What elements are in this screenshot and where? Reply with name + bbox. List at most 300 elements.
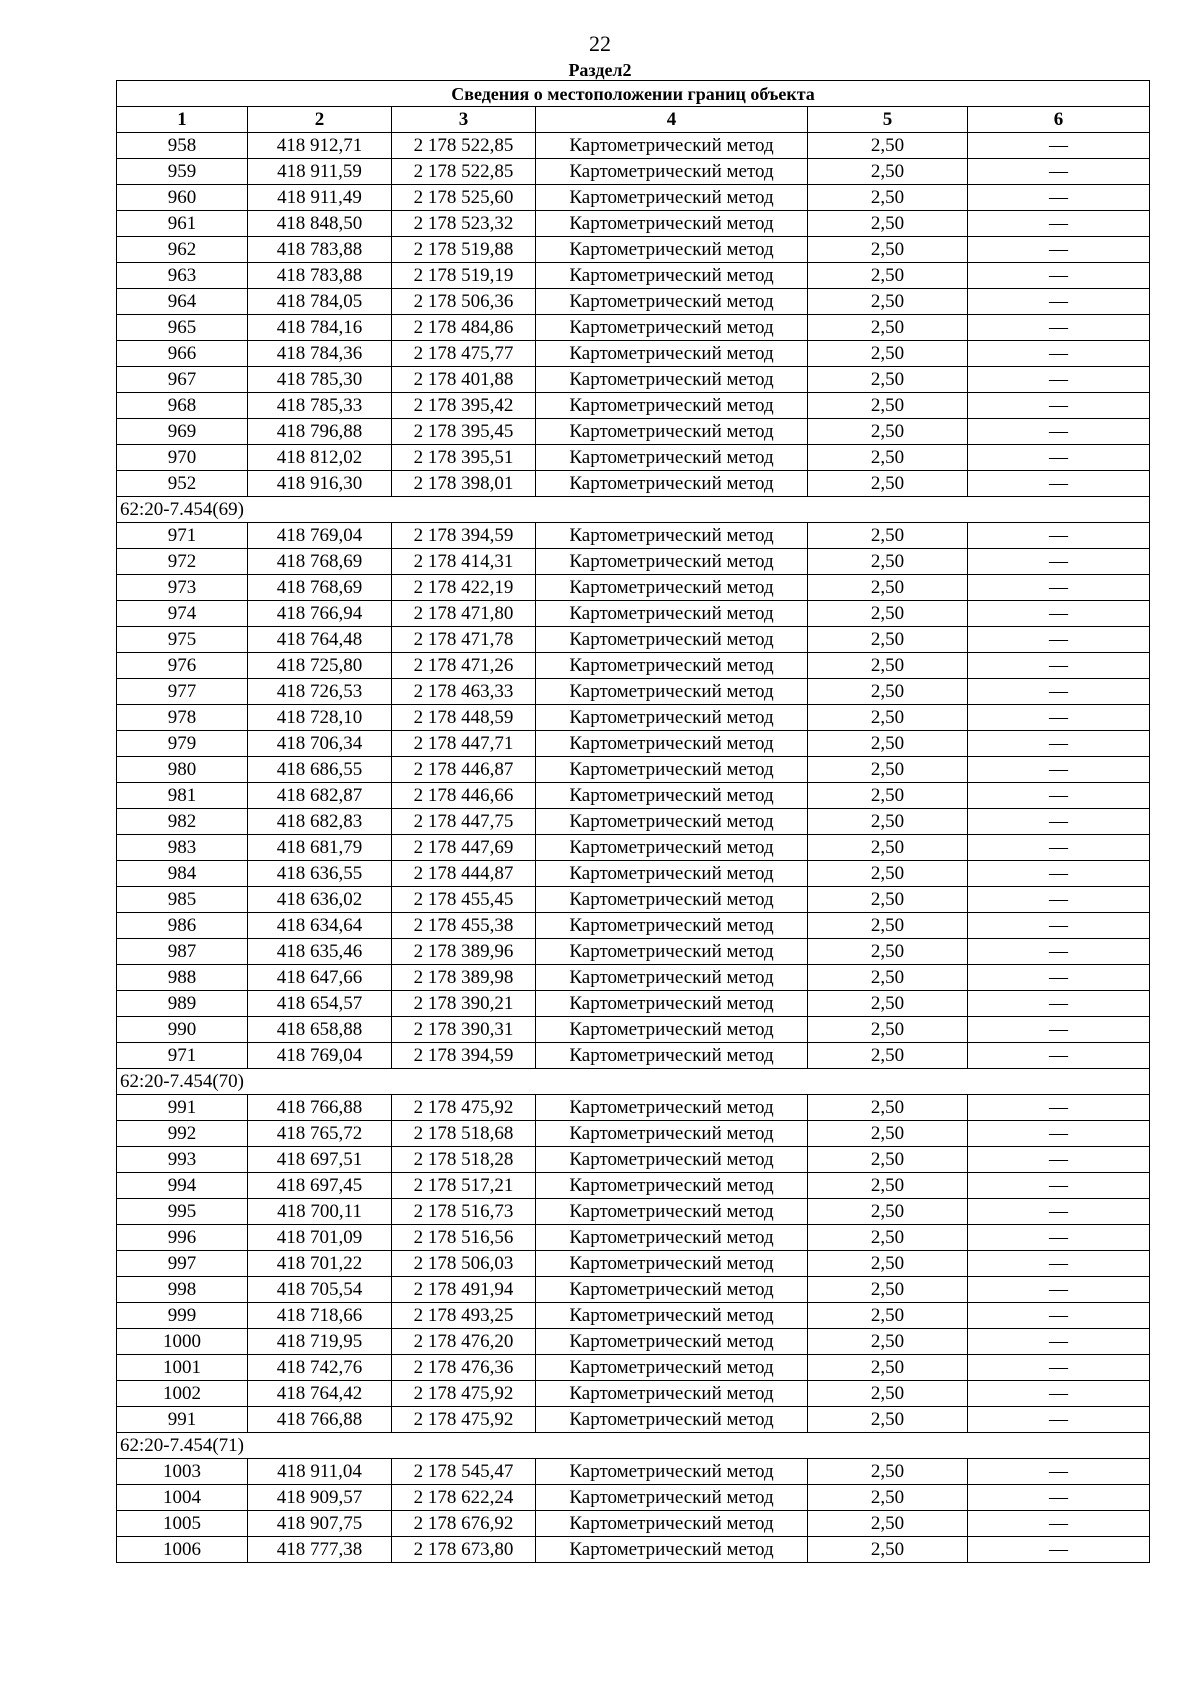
accuracy-cell: 2,50	[808, 445, 968, 471]
y-coordinate-cell: 2 178 471,26	[392, 653, 536, 679]
point-number-cell: 986	[117, 913, 248, 939]
table-caption-row	[117, 81, 1150, 107]
description-cell: —	[968, 809, 1150, 835]
table-row	[117, 1173, 1150, 1199]
description-cell: —	[968, 1147, 1150, 1173]
method-cell: Картометрический метод	[536, 419, 808, 445]
x-coordinate-cell: 418 785,30	[248, 367, 392, 393]
accuracy-cell: 2,50	[808, 523, 968, 549]
method-cell: Картометрический метод	[536, 237, 808, 263]
accuracy-cell: 2,50	[808, 315, 968, 341]
accuracy-cell: 2,50	[808, 757, 968, 783]
accuracy-cell: 2,50	[808, 341, 968, 367]
accuracy-cell: 2,50	[808, 1459, 968, 1485]
table-row	[117, 1537, 1150, 1563]
table-row	[117, 549, 1150, 575]
table-row	[117, 445, 1150, 471]
x-coordinate-cell: 418 764,48	[248, 627, 392, 653]
description-cell: —	[968, 731, 1150, 757]
description-cell: —	[968, 627, 1150, 653]
point-number-cell: 972	[117, 549, 248, 575]
description-cell: —	[968, 835, 1150, 861]
table-row	[117, 1355, 1150, 1381]
x-coordinate-cell: 418 705,54	[248, 1277, 392, 1303]
point-number-cell: 962	[117, 237, 248, 263]
method-cell: Картометрический метод	[536, 315, 808, 341]
accuracy-cell: 2,50	[808, 679, 968, 705]
y-coordinate-cell: 2 178 463,33	[392, 679, 536, 705]
point-number-cell: 965	[117, 315, 248, 341]
method-cell: Картометрический метод	[536, 159, 808, 185]
accuracy-cell: 2,50	[808, 861, 968, 887]
table-row	[117, 341, 1150, 367]
x-coordinate-cell: 418 764,42	[248, 1381, 392, 1407]
description-cell: —	[968, 1095, 1150, 1121]
point-number-cell: 981	[117, 783, 248, 809]
table-row	[117, 159, 1150, 185]
point-number-cell: 973	[117, 575, 248, 601]
point-number-cell: 990	[117, 1017, 248, 1043]
table-row	[117, 1251, 1150, 1277]
method-cell: Картометрический метод	[536, 367, 808, 393]
point-number-cell: 995	[117, 1199, 248, 1225]
point-number-cell: 967	[117, 367, 248, 393]
x-coordinate-cell: 418 636,55	[248, 861, 392, 887]
y-coordinate-cell: 2 178 493,25	[392, 1303, 536, 1329]
method-cell: Картометрический метод	[536, 783, 808, 809]
point-number-cell: 1003	[117, 1459, 248, 1485]
point-number-cell: 1001	[117, 1355, 248, 1381]
point-number-cell: 1002	[117, 1381, 248, 1407]
x-coordinate-cell: 418 701,22	[248, 1251, 392, 1277]
point-number-cell: 985	[117, 887, 248, 913]
point-number-cell: 989	[117, 991, 248, 1017]
x-coordinate-cell: 418 777,38	[248, 1537, 392, 1563]
table-row	[117, 575, 1150, 601]
method-cell: Картометрический метод	[536, 1095, 808, 1121]
description-cell: —	[968, 211, 1150, 237]
table-row	[117, 523, 1150, 549]
x-coordinate-cell: 418 686,55	[248, 757, 392, 783]
y-coordinate-cell: 2 178 475,92	[392, 1381, 536, 1407]
table-row	[117, 939, 1150, 965]
accuracy-cell: 2,50	[808, 1407, 968, 1433]
accuracy-cell: 2,50	[808, 627, 968, 653]
point-number-cell: 991	[117, 1407, 248, 1433]
description-cell: —	[968, 1381, 1150, 1407]
description-cell: —	[968, 1303, 1150, 1329]
point-number-cell: 968	[117, 393, 248, 419]
y-coordinate-cell: 2 178 455,45	[392, 887, 536, 913]
table-row	[117, 757, 1150, 783]
description-cell: —	[968, 419, 1150, 445]
point-number-cell: 999	[117, 1303, 248, 1329]
x-coordinate-cell: 418 658,88	[248, 1017, 392, 1043]
table-row	[117, 783, 1150, 809]
method-cell: Картометрический метод	[536, 211, 808, 237]
y-coordinate-cell: 2 178 518,68	[392, 1121, 536, 1147]
x-coordinate-cell: 418 647,66	[248, 965, 392, 991]
table-row	[117, 211, 1150, 237]
y-coordinate-cell: 2 178 475,92	[392, 1095, 536, 1121]
description-cell: —	[968, 185, 1150, 211]
point-number-cell: 988	[117, 965, 248, 991]
section-title: Раздел2	[568, 60, 632, 80]
description-cell: —	[968, 783, 1150, 809]
x-coordinate-cell: 418 654,57	[248, 991, 392, 1017]
method-cell: Картометрический метод	[536, 1277, 808, 1303]
y-coordinate-cell: 2 178 622,24	[392, 1485, 536, 1511]
accuracy-cell: 2,50	[808, 965, 968, 991]
point-number-cell: 998	[117, 1277, 248, 1303]
accuracy-cell: 2,50	[808, 1199, 968, 1225]
x-coordinate-cell: 418 700,11	[248, 1199, 392, 1225]
method-cell: Картометрический метод	[536, 991, 808, 1017]
x-coordinate-cell: 418 784,36	[248, 341, 392, 367]
description-cell: —	[968, 1017, 1150, 1043]
accuracy-cell: 2,50	[808, 1121, 968, 1147]
table-row	[117, 1121, 1150, 1147]
y-coordinate-cell: 2 178 545,47	[392, 1459, 536, 1485]
description-cell: —	[968, 653, 1150, 679]
method-cell: Картометрический метод	[536, 1199, 808, 1225]
table-row	[117, 705, 1150, 731]
x-coordinate-cell: 418 697,51	[248, 1147, 392, 1173]
y-coordinate-cell: 2 178 455,38	[392, 913, 536, 939]
table-row	[117, 887, 1150, 913]
point-number-cell: 994	[117, 1173, 248, 1199]
description-cell: —	[968, 289, 1150, 315]
point-number-cell: 961	[117, 211, 248, 237]
group-label: 62:20-7.454(69)	[117, 497, 1150, 523]
point-number-cell: 982	[117, 809, 248, 835]
point-number-cell: 966	[117, 341, 248, 367]
method-cell: Картометрический метод	[536, 133, 808, 159]
table-row	[117, 731, 1150, 757]
description-cell: —	[968, 1277, 1150, 1303]
accuracy-cell: 2,50	[808, 1251, 968, 1277]
description-cell: —	[968, 1485, 1150, 1511]
table-row	[117, 991, 1150, 1017]
point-number-cell: 974	[117, 601, 248, 627]
accuracy-cell: 2,50	[808, 419, 968, 445]
x-coordinate-cell: 418 784,05	[248, 289, 392, 315]
accuracy-cell: 2,50	[808, 1147, 968, 1173]
x-coordinate-cell: 418 784,16	[248, 315, 392, 341]
point-number-cell: 996	[117, 1225, 248, 1251]
table-row	[117, 1485, 1150, 1511]
method-cell: Картометрический метод	[536, 1355, 808, 1381]
x-coordinate-cell: 418 697,45	[248, 1173, 392, 1199]
accuracy-cell: 2,50	[808, 653, 968, 679]
description-cell: —	[968, 549, 1150, 575]
table-row	[117, 315, 1150, 341]
x-coordinate-cell: 418 796,88	[248, 419, 392, 445]
y-coordinate-cell: 2 178 491,94	[392, 1277, 536, 1303]
table-caption: Сведения о местоположении границ объекта	[117, 81, 1150, 107]
point-number-cell: 963	[117, 263, 248, 289]
description-cell: —	[968, 1329, 1150, 1355]
x-coordinate-cell: 418 769,04	[248, 523, 392, 549]
description-cell: —	[968, 913, 1150, 939]
accuracy-cell: 2,50	[808, 1485, 968, 1511]
table-row	[117, 1043, 1150, 1069]
y-coordinate-cell: 2 178 444,87	[392, 861, 536, 887]
column-header: 5	[808, 107, 968, 133]
y-coordinate-cell: 2 178 395,42	[392, 393, 536, 419]
y-coordinate-cell: 2 178 394,59	[392, 523, 536, 549]
table-body	[117, 133, 1150, 1563]
x-coordinate-cell: 418 916,30	[248, 471, 392, 497]
table-row	[117, 835, 1150, 861]
group-row	[117, 1069, 1150, 1095]
y-coordinate-cell: 2 178 519,88	[392, 237, 536, 263]
x-coordinate-cell: 418 726,53	[248, 679, 392, 705]
point-number-cell: 978	[117, 705, 248, 731]
x-coordinate-cell: 418 783,88	[248, 237, 392, 263]
description-cell: —	[968, 341, 1150, 367]
y-coordinate-cell: 2 178 475,77	[392, 341, 536, 367]
y-coordinate-cell: 2 178 676,92	[392, 1511, 536, 1537]
method-cell: Картометрический метод	[536, 835, 808, 861]
x-coordinate-cell: 418 728,10	[248, 705, 392, 731]
table-row	[117, 1329, 1150, 1355]
description-cell: —	[968, 757, 1150, 783]
description-cell: —	[968, 367, 1150, 393]
table-row	[117, 1095, 1150, 1121]
x-coordinate-cell: 418 682,83	[248, 809, 392, 835]
method-cell: Картометрический метод	[536, 1017, 808, 1043]
column-header: 3	[392, 107, 536, 133]
table-row	[117, 913, 1150, 939]
column-header: 6	[968, 107, 1150, 133]
table-row	[117, 263, 1150, 289]
description-cell: —	[968, 1121, 1150, 1147]
description-cell: —	[968, 471, 1150, 497]
description-cell: —	[968, 159, 1150, 185]
method-cell: Картометрический метод	[536, 289, 808, 315]
description-cell: —	[968, 1173, 1150, 1199]
y-coordinate-cell: 2 178 516,73	[392, 1199, 536, 1225]
table-row	[117, 809, 1150, 835]
description-cell: —	[968, 263, 1150, 289]
y-coordinate-cell: 2 178 471,78	[392, 627, 536, 653]
x-coordinate-cell: 418 768,69	[248, 575, 392, 601]
group-row	[117, 497, 1150, 523]
accuracy-cell: 2,50	[808, 991, 968, 1017]
x-coordinate-cell: 418 634,64	[248, 913, 392, 939]
description-cell: —	[968, 1537, 1150, 1563]
method-cell: Картометрический метод	[536, 731, 808, 757]
table-row	[117, 601, 1150, 627]
method-cell: Картометрический метод	[536, 1407, 808, 1433]
point-number-cell: 977	[117, 679, 248, 705]
y-coordinate-cell: 2 178 414,31	[392, 549, 536, 575]
method-cell: Картометрический метод	[536, 1173, 808, 1199]
x-coordinate-cell: 418 785,33	[248, 393, 392, 419]
point-number-cell: 952	[117, 471, 248, 497]
coordinates-table	[116, 80, 1150, 1563]
table-row	[117, 1199, 1150, 1225]
y-coordinate-cell: 2 178 516,56	[392, 1225, 536, 1251]
y-coordinate-cell: 2 178 484,86	[392, 315, 536, 341]
point-number-cell: 976	[117, 653, 248, 679]
method-cell: Картометрический метод	[536, 185, 808, 211]
table-row	[117, 1511, 1150, 1537]
point-number-cell: 1004	[117, 1485, 248, 1511]
accuracy-cell: 2,50	[808, 1225, 968, 1251]
accuracy-cell: 2,50	[808, 1537, 968, 1563]
x-coordinate-cell: 418 742,76	[248, 1355, 392, 1381]
y-coordinate-cell: 2 178 476,20	[392, 1329, 536, 1355]
accuracy-cell: 2,50	[808, 705, 968, 731]
x-coordinate-cell: 418 765,72	[248, 1121, 392, 1147]
y-coordinate-cell: 2 178 390,31	[392, 1017, 536, 1043]
x-coordinate-cell: 418 681,79	[248, 835, 392, 861]
table-row	[117, 653, 1150, 679]
table-row	[117, 289, 1150, 315]
y-coordinate-cell: 2 178 398,01	[392, 471, 536, 497]
method-cell: Картометрический метод	[536, 1485, 808, 1511]
x-coordinate-cell: 418 848,50	[248, 211, 392, 237]
method-cell: Картометрический метод	[536, 757, 808, 783]
method-cell: Картометрический метод	[536, 263, 808, 289]
description-cell: —	[968, 861, 1150, 887]
table-row	[117, 393, 1150, 419]
description-cell: —	[968, 1225, 1150, 1251]
description-cell: —	[968, 1459, 1150, 1485]
point-number-cell: 997	[117, 1251, 248, 1277]
accuracy-cell: 2,50	[808, 549, 968, 575]
column-header: 2	[248, 107, 392, 133]
accuracy-cell: 2,50	[808, 185, 968, 211]
x-coordinate-cell: 418 719,95	[248, 1329, 392, 1355]
method-cell: Картометрический метод	[536, 1147, 808, 1173]
point-number-cell: 991	[117, 1095, 248, 1121]
accuracy-cell: 2,50	[808, 835, 968, 861]
table-header-row	[117, 107, 1150, 133]
accuracy-cell: 2,50	[808, 237, 968, 263]
accuracy-cell: 2,50	[808, 1303, 968, 1329]
x-coordinate-cell: 418 706,34	[248, 731, 392, 757]
y-coordinate-cell: 2 178 519,19	[392, 263, 536, 289]
table-row	[117, 1381, 1150, 1407]
x-coordinate-cell: 418 718,66	[248, 1303, 392, 1329]
description-cell: —	[968, 1199, 1150, 1225]
x-coordinate-cell: 418 783,88	[248, 263, 392, 289]
y-coordinate-cell: 2 178 389,96	[392, 939, 536, 965]
point-number-cell: 1000	[117, 1329, 248, 1355]
x-coordinate-cell: 418 769,04	[248, 1043, 392, 1069]
x-coordinate-cell: 418 701,09	[248, 1225, 392, 1251]
accuracy-cell: 2,50	[808, 1355, 968, 1381]
accuracy-cell: 2,50	[808, 1277, 968, 1303]
method-cell: Картометрический метод	[536, 861, 808, 887]
table-row	[117, 237, 1150, 263]
point-number-cell: 993	[117, 1147, 248, 1173]
y-coordinate-cell: 2 178 517,21	[392, 1173, 536, 1199]
description-cell: —	[968, 887, 1150, 913]
y-coordinate-cell: 2 178 447,69	[392, 835, 536, 861]
method-cell: Картометрический метод	[536, 1303, 808, 1329]
accuracy-cell: 2,50	[808, 159, 968, 185]
description-cell: —	[968, 705, 1150, 731]
y-coordinate-cell: 2 178 446,87	[392, 757, 536, 783]
group-row	[117, 1433, 1150, 1459]
accuracy-cell: 2,50	[808, 1017, 968, 1043]
accuracy-cell: 2,50	[808, 263, 968, 289]
method-cell: Картометрический метод	[536, 705, 808, 731]
x-coordinate-cell: 418 636,02	[248, 887, 392, 913]
accuracy-cell: 2,50	[808, 601, 968, 627]
point-number-cell: 987	[117, 939, 248, 965]
x-coordinate-cell: 418 911,59	[248, 159, 392, 185]
point-number-cell: 971	[117, 1043, 248, 1069]
accuracy-cell: 2,50	[808, 367, 968, 393]
y-coordinate-cell: 2 178 525,60	[392, 185, 536, 211]
point-number-cell: 975	[117, 627, 248, 653]
x-coordinate-cell: 418 909,57	[248, 1485, 392, 1511]
accuracy-cell: 2,50	[808, 575, 968, 601]
method-cell: Картометрический метод	[536, 1251, 808, 1277]
method-cell: Картометрический метод	[536, 393, 808, 419]
y-coordinate-cell: 2 178 476,36	[392, 1355, 536, 1381]
method-cell: Картометрический метод	[536, 549, 808, 575]
method-cell: Картометрический метод	[536, 965, 808, 991]
x-coordinate-cell: 418 725,80	[248, 653, 392, 679]
x-coordinate-cell: 418 635,46	[248, 939, 392, 965]
point-number-cell: 959	[117, 159, 248, 185]
accuracy-cell: 2,50	[808, 289, 968, 315]
description-cell: —	[968, 575, 1150, 601]
table-row	[117, 185, 1150, 211]
accuracy-cell: 2,50	[808, 471, 968, 497]
description-cell: —	[968, 991, 1150, 1017]
method-cell: Картометрический метод	[536, 653, 808, 679]
accuracy-cell: 2,50	[808, 1095, 968, 1121]
accuracy-cell: 2,50	[808, 1173, 968, 1199]
accuracy-cell: 2,50	[808, 783, 968, 809]
accuracy-cell: 2,50	[808, 887, 968, 913]
description-cell: —	[968, 679, 1150, 705]
y-coordinate-cell: 2 178 475,92	[392, 1407, 536, 1433]
y-coordinate-cell: 2 178 395,45	[392, 419, 536, 445]
method-cell: Картометрический метод	[536, 809, 808, 835]
x-coordinate-cell: 418 911,04	[248, 1459, 392, 1485]
accuracy-cell: 2,50	[808, 913, 968, 939]
method-cell: Картометрический метод	[536, 939, 808, 965]
accuracy-cell: 2,50	[808, 1043, 968, 1069]
point-number-cell: 969	[117, 419, 248, 445]
description-cell: —	[968, 1407, 1150, 1433]
table-row	[117, 367, 1150, 393]
y-coordinate-cell: 2 178 523,32	[392, 211, 536, 237]
table-row	[117, 679, 1150, 705]
method-cell: Картометрический метод	[536, 1043, 808, 1069]
page-number: 22	[589, 31, 611, 56]
y-coordinate-cell: 2 178 389,98	[392, 965, 536, 991]
table-row	[117, 1459, 1150, 1485]
accuracy-cell: 2,50	[808, 393, 968, 419]
point-number-cell: 980	[117, 757, 248, 783]
method-cell: Картометрический метод	[536, 627, 808, 653]
group-label: 62:20-7.454(70)	[117, 1069, 1150, 1095]
x-coordinate-cell: 418 812,02	[248, 445, 392, 471]
description-cell: —	[968, 523, 1150, 549]
method-cell: Картометрический метод	[536, 1459, 808, 1485]
description-cell: —	[968, 393, 1150, 419]
column-header: 1	[117, 107, 248, 133]
